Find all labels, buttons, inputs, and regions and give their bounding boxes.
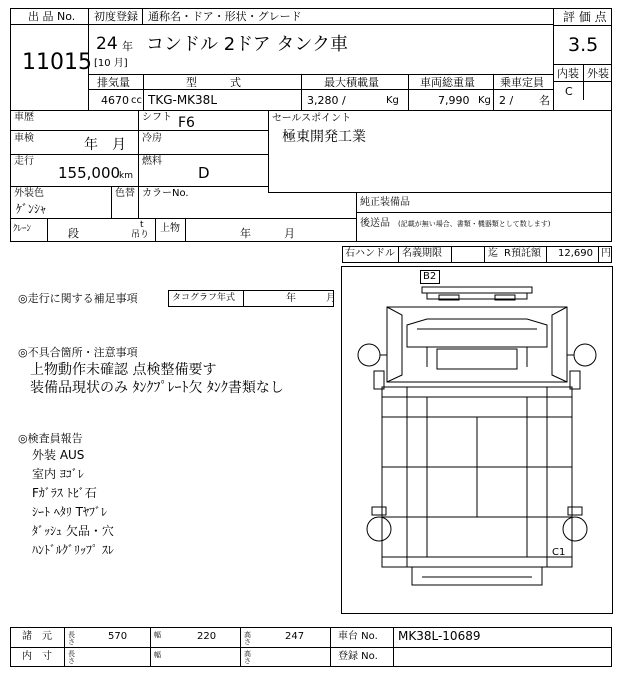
displacement-unit: cc <box>131 95 142 106</box>
capacity-unit: 名 <box>539 94 550 107</box>
height-label: 高さ <box>244 631 251 646</box>
inspection-value: 年 月 <box>84 137 126 153</box>
tachograph-value: 年 月 <box>286 293 336 304</box>
shift-value: F6 <box>178 115 195 131</box>
genuine-equipment-label: 純正装備品 <box>360 197 410 208</box>
inspector-line-3: Fｶﾞﾗｽ ﾄﾋﾞ石 <box>32 486 97 500</box>
color-label: 外装色 <box>14 188 44 199</box>
right-handle-label: 右ハンドル <box>345 248 395 259</box>
max-load-unit: Kg <box>386 95 399 106</box>
tachograph-label: タコグラフ年式 <box>172 293 236 303</box>
max-load-label: 最大積載量 <box>324 76 379 89</box>
fuel-value: D <box>198 164 210 182</box>
running-supplement-label: ◎走行に関する補足事項 <box>18 292 138 305</box>
inner-dims-label: 内 寸 <box>22 651 52 662</box>
name-change-label: 名義期限 <box>402 248 442 259</box>
lot-number: 11015 <box>22 50 92 75</box>
damage-mark-c1-label: C1 <box>552 547 566 558</box>
inspector-line-4: ｼｰﾄ ﾍﾀﾘ Tﾔﾌﾞﾚ <box>32 505 107 519</box>
sales-point-label: セールスポイント <box>272 113 352 124</box>
recycle-amount: 12,690 <box>558 248 593 259</box>
crane-label: ｸﾚｰﾝ <box>13 224 32 234</box>
color-value: ｹﾞﾝｼｬ <box>16 202 47 216</box>
model-code-label: 型 式 <box>186 76 241 89</box>
ac-label: 冷房 <box>142 133 162 144</box>
sales-point: 極東開発工業 <box>282 129 366 145</box>
defect-line-2: 装備品現状のみ ﾀﾝｸﾌﾟﾚｰﾄ欠 ﾀﾝｸ書類なし <box>30 380 284 396</box>
inspector-line-2: 室内 ﾖｺﾞﾚ <box>32 467 84 481</box>
crane-tonnage: t <box>140 220 144 230</box>
grade-label: 評 価 点 <box>563 10 607 24</box>
vehicle-name: コンドル 2ドア タンク車 <box>146 34 348 55</box>
length-value: 570 <box>108 631 128 642</box>
chassis-number: MK38L-10689 <box>398 629 481 643</box>
aftermarket-note: (記載が無い場合、書類・機器類として数します) <box>398 220 551 228</box>
interior-grade: C <box>565 85 573 98</box>
width-label: 幅 <box>154 631 161 639</box>
history-label: 車歴 <box>14 112 34 123</box>
width-value: 220 <box>197 631 217 642</box>
inner-height-label: 高さ <box>244 650 251 665</box>
crane-steps: 段 <box>68 227 79 240</box>
registration-number-label: 登録 No. <box>338 651 378 662</box>
until-label: 迄 <box>488 248 498 259</box>
gross-weight-label: 車両総重量 <box>420 76 475 89</box>
inner-width-label: 幅 <box>154 651 161 659</box>
first-registration-label: 初度登録 <box>94 10 138 23</box>
inspector-line-5: ﾀﾞｯｼｭ 欠品・穴 <box>32 524 114 538</box>
defects-label: ◎不具合箇所・注意事項 <box>18 346 138 359</box>
gross-weight-unit: Kg <box>478 95 491 106</box>
mileage-unit: km <box>119 171 133 181</box>
model-code: TKG-MK38L <box>148 93 218 107</box>
year-unit: 年 <box>122 40 133 53</box>
gross-weight-value: 7,990 <box>438 94 470 107</box>
lift-label: 上物 <box>160 223 180 234</box>
color-change-label: 色替 <box>115 188 135 199</box>
length-label: 長さ <box>68 631 75 646</box>
max-load-value: 3,280 / <box>307 94 346 107</box>
lift-value: 年 月 <box>240 227 295 240</box>
aftermarket-label: 後送品 <box>360 218 390 229</box>
interior-grade-label: 内装 <box>557 67 579 80</box>
capacity-label: 乗車定員 <box>500 76 544 89</box>
displacement-value: 4670 <box>101 94 129 107</box>
displacement-label: 排気量 <box>97 76 130 89</box>
chassis-number-label: 車台 No. <box>338 631 378 642</box>
damage-mark-b2-label: B2 <box>423 271 437 282</box>
first-registration-month: [10 月] <box>94 58 128 69</box>
inspector-line-6: ﾊﾝﾄﾞﾙｸﾞﾘｯﾌﾟ ｽﾚ <box>32 543 114 557</box>
height-value: 247 <box>285 631 305 642</box>
first-registration-year: 24 <box>96 34 118 54</box>
inspector-report-label: ◎検査員報告 <box>18 432 83 445</box>
inspection-label: 車検 <box>14 133 34 144</box>
lot-number-label: 出 品 No. <box>28 10 76 23</box>
color-number-label: カラーNo. <box>142 188 189 199</box>
vehicle-name-label: 通称名・ドア・形状・グレード <box>148 10 302 23</box>
grade-value: 3.5 <box>568 34 599 56</box>
truck-outline-diagram <box>342 267 612 613</box>
recycle-label: R預託額 <box>504 248 541 259</box>
mileage-value: 155,000 <box>58 164 121 182</box>
capacity-value: 2 / <box>499 94 514 107</box>
exterior-grade-label: 外装 <box>587 67 609 80</box>
spec-row-label: 諸 元 <box>22 631 52 642</box>
recycle-unit: 円 <box>601 248 611 259</box>
shift-label: シフト <box>142 112 172 123</box>
inner-length-label: 長さ <box>68 650 75 665</box>
mileage-label: 走行 <box>14 156 34 167</box>
crane-hang: 吊り <box>131 230 150 240</box>
fuel-label: 燃料 <box>142 156 162 167</box>
defect-line-1: 上物動作未確認 点検整備要す <box>30 362 217 378</box>
inspector-line-1: 外装 AUS <box>32 448 85 462</box>
